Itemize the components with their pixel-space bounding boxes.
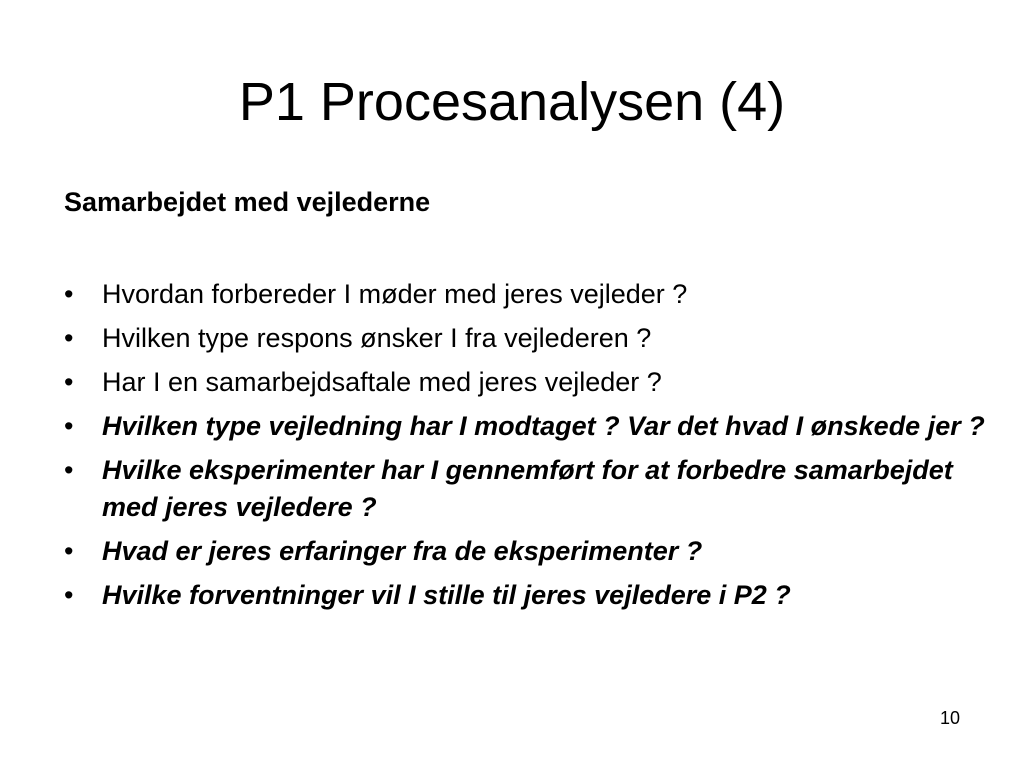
page-number: 10 — [939, 708, 960, 728]
bullet-item — [64, 276, 1004, 313]
bullet-text: Hvad er jeres erfaringer fra de eksperimenter ? — [102, 536, 703, 566]
bullet-item — [64, 533, 1004, 570]
slide-subtitle: Samarbejdet med vejlederne — [64, 187, 431, 217]
bullet-icon: • — [64, 411, 74, 441]
bullet-text: Hvilken type respons ønsker I fra vejlederen ? — [102, 323, 652, 353]
bullet-item — [64, 364, 1004, 401]
bullet-text: Hvilke forventninger vil I stille til jeres vejledere i P2 ? — [102, 580, 791, 610]
bullet-list — [64, 276, 1004, 621]
bullet-item — [64, 452, 1004, 526]
bullet-icon: • — [64, 367, 74, 397]
bullet-icon: • — [64, 455, 74, 485]
bullet-icon: • — [64, 323, 74, 353]
bullet-text: Hvilken type vejledning har I modtaget ? Var det hvad I ønskede jer ? — [102, 411, 985, 441]
bullet-item — [64, 577, 1004, 614]
bullet-item — [64, 408, 1004, 445]
bullet-text: Hvordan forbereder I møder med jeres vejleder ? — [102, 279, 688, 309]
slide-title: P1 Procesanalysen (4) — [238, 72, 786, 132]
bullet-text: Har I en samarbejdsaftale med jeres vejleder ? — [102, 367, 662, 397]
bullet-text: Hvilke eksperimenter har I gennemført for at forbedre samarbejdet med jeres vejledere ? — [102, 455, 953, 522]
bullet-icon: • — [64, 536, 74, 566]
bullet-icon: • — [64, 580, 74, 610]
bullet-icon: • — [64, 279, 74, 309]
bullet-item — [64, 320, 1004, 357]
